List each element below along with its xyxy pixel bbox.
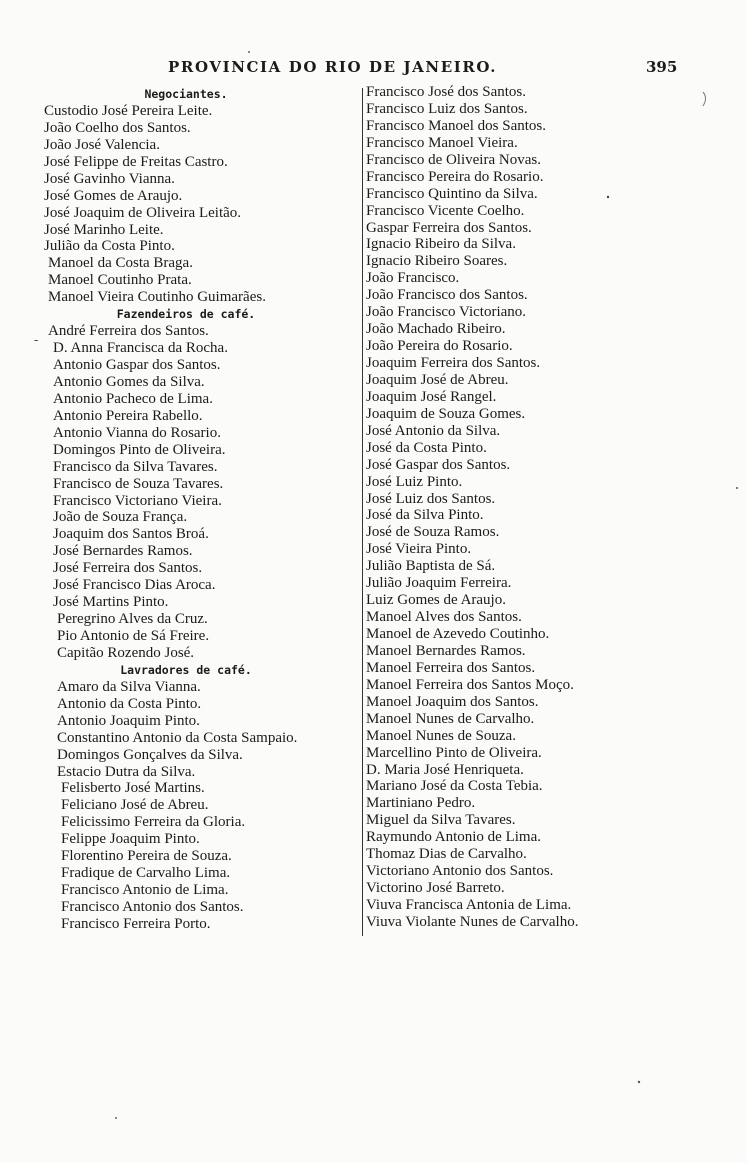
list-item: Manoel Ferreira dos Santos Moço. — [366, 676, 574, 693]
list-item: Joaquim de Souza Gomes. — [366, 405, 526, 422]
list-item: Manoel Nunes de Souza. — [366, 727, 516, 744]
list-item: D. Maria José Henriqueta. — [366, 761, 524, 778]
list-item: Florentino Pereira de Souza. — [61, 848, 232, 865]
list-item: Manoel Nunes de Carvalho. — [366, 710, 535, 727]
list-item: Felippe Joaquim Pinto. — [61, 831, 200, 848]
list-item: José Joaquim de Oliveira Leitão. — [44, 204, 242, 221]
list-item: Mariano José da Costa Tebia. — [366, 778, 543, 795]
list-item: Custodio José Pereira Leite. — [44, 102, 213, 119]
list-item: Raymundo Antonio de Lima. — [366, 829, 541, 846]
list-item: Antonio Vianna do Rosario. — [53, 424, 221, 441]
list-item: Domingos Gonçalves da Silva. — [57, 746, 243, 763]
list-item: Francisco Manoel Vieira. — [366, 134, 518, 151]
list-item: Francisco Vicente Coelho. — [366, 202, 525, 219]
list-item: José Bernardes Ramos. — [53, 543, 193, 560]
list-item: Miguel da Silva Tavares. — [366, 812, 516, 829]
list-item: Antonio Gaspar dos Santos. — [53, 357, 221, 373]
list-item: Julião Baptista de Sá. — [366, 558, 496, 575]
list-item: José Felippe de Freitas Castro. — [44, 153, 228, 170]
list-item: Gaspar Ferreira dos Santos. — [366, 219, 532, 236]
list-item: José da Silva Pinto. — [366, 507, 484, 524]
list-item: José Ferreira dos Santos. — [53, 560, 203, 577]
list-item: João de Souza França. — [53, 509, 188, 526]
list-item: Estacio Dutra da Silva. — [57, 763, 196, 780]
list-item: Felicissimo Ferreira da Gloria. — [61, 814, 246, 831]
list-item: José da Costa Pinto. — [366, 439, 487, 456]
list-item: Manoel Bernardes Ramos. — [366, 642, 526, 659]
list-item: Felisberto José Martins. — [61, 780, 205, 797]
list-item: Manoel Coutinho Prata. — [48, 272, 192, 289]
list-item: Julião Joaquim Ferreira. — [366, 575, 512, 592]
list-item: Manoel da Costa Braga. — [48, 255, 193, 272]
margin-dash-mark: - — [34, 333, 39, 348]
list-item: Francisco de Souza Tavares. — [53, 475, 224, 492]
list-item: Constantino Antonio da Costa Sampaio. — [57, 729, 298, 746]
speck — [736, 487, 738, 489]
list-item: João Coelho dos Santos. — [44, 119, 191, 136]
list-item: José Luiz dos Santos. — [366, 490, 496, 507]
list-item: Domingos Pinto de Oliveira. — [53, 441, 226, 458]
list-item: Francisco Antonio dos Santos. — [61, 899, 244, 915]
list-item: Antonio Pereira Rabello. — [53, 407, 203, 424]
list-item: Viuva Violante Nunes de Carvalho. — [366, 913, 579, 930]
list-item: João Machado Ribeiro. — [366, 321, 506, 338]
list-item: Ignacio Ribeiro Soares. — [366, 253, 508, 270]
list-item: Francisco da Silva Tavares. — [53, 458, 218, 475]
list-item: Francisco Victoriano Vieira. — [53, 492, 222, 509]
list-item: Joaquim Ferreira dos Santos. — [366, 355, 541, 371]
list-item: Manoel Alves dos Santos. — [366, 609, 522, 626]
list-item: Francisco de Oliveira Novas. — [366, 151, 541, 168]
list-item: José Gaspar dos Santos. — [366, 456, 511, 473]
list-item: Francisco Ferreira Porto. — [61, 915, 211, 932]
list-item: Francisco Quintino da Silva. — [366, 185, 538, 202]
list-item: Joaquim dos Santos Broá. — [53, 526, 209, 543]
list-item: Victorino José Barreto. — [366, 880, 505, 897]
list-item: José Antonio da Silva. — [366, 422, 501, 439]
list-item: Luiz Gomes de Araujo. — [366, 592, 506, 609]
list-item: Pio Antonio de Sá Freire. — [57, 628, 210, 644]
list-item: Amaro da Silva Vianna. — [57, 678, 201, 695]
list-item: Antonio da Costa Pinto. — [57, 695, 202, 712]
list-item: Julião da Costa Pinto. — [44, 238, 175, 255]
list-item: Ignacio Ribeiro da Silva. — [366, 236, 516, 253]
speck — [638, 1081, 640, 1083]
page-number: 395 — [646, 58, 678, 76]
list-item: Francisco Antonio de Lima. — [61, 882, 229, 899]
list-item: José Luiz Pinto. — [366, 473, 463, 490]
list-item: José Vieira Pinto. — [366, 541, 472, 558]
list-item: Thomaz Dias de Carvalho. — [366, 846, 527, 863]
list-item: Viuva Francisca Antonia de Lima. — [366, 897, 572, 913]
list-item: Feliciano José de Abreu. — [61, 797, 209, 814]
speck — [248, 51, 250, 53]
list-item: Francisco José dos Santos. — [366, 84, 526, 100]
list-item: Francisco Luiz dos Santos. — [366, 100, 528, 117]
list-item: Manoel Vieira Coutinho Guimarães. — [48, 289, 266, 306]
list-item: João Francisco. — [366, 270, 460, 287]
list-item: João Pereira do Rosario. — [366, 338, 513, 355]
list-item: Antonio Gomes da Silva. — [53, 373, 205, 390]
list-item: Victoriano Antonio dos Santos. — [366, 863, 554, 880]
list-item: Marcellino Pinto de Oliveira. — [366, 744, 542, 761]
list-item: José Francisco Dias Aroca. — [53, 577, 216, 594]
list-item: João Francisco Victoriano. — [366, 304, 527, 321]
list-item: José Marinho Leite. — [44, 221, 164, 238]
list-item: Capitão Rozendo José. — [57, 644, 195, 661]
list-item: José Martins Pinto. — [53, 594, 169, 611]
list-item: Peregrino Alves da Cruz. — [57, 611, 208, 628]
speck — [703, 92, 706, 106]
list-item: José Gomes de Araujo. — [44, 187, 183, 204]
list-item: Manoel Joaquim dos Santos. — [366, 693, 539, 710]
section-heading-fazendeiros: Fazendeiros de café. — [116, 307, 256, 322]
section-heading-negociantes: Negociantes. — [144, 87, 228, 101]
list-item: André Ferreira dos Santos. — [48, 323, 209, 340]
list-item: João Francisco dos Santos. — [366, 287, 528, 304]
section-heading-lavradores: Lavradores de café. — [120, 662, 252, 677]
list-item: Francisco Pereira do Rosario. — [366, 168, 544, 185]
list-item: Joaquim José de Abreu. — [366, 371, 509, 388]
list-item: José de Souza Ramos. — [366, 524, 500, 541]
list-item: João José Valencia. — [44, 136, 160, 153]
list-item: José Gavinho Vianna. — [44, 170, 175, 187]
list-item: Francisco Manoel dos Santos. — [366, 117, 546, 134]
list-item: D. Anna Francisca da Rocha. — [53, 340, 228, 357]
list-item: Antonio Pacheco de Lima. — [53, 390, 213, 407]
speck — [115, 1117, 117, 1119]
list-item: Antonio Joaquim Pinto. — [57, 712, 200, 729]
list-item: Joaquim José Rangel. — [366, 388, 497, 405]
list-item: Fradique de Carvalho Lima. — [61, 865, 231, 882]
speck — [607, 196, 609, 198]
list-item: Manoel de Azevedo Coutinho. — [366, 626, 550, 642]
list-item: Martiniano Pedro. — [366, 795, 476, 812]
page-header-title: PROVINCIA DO RIO DE JANEIRO. — [168, 58, 498, 76]
list-item: Manoel Ferreira dos Santos. — [366, 659, 536, 676]
